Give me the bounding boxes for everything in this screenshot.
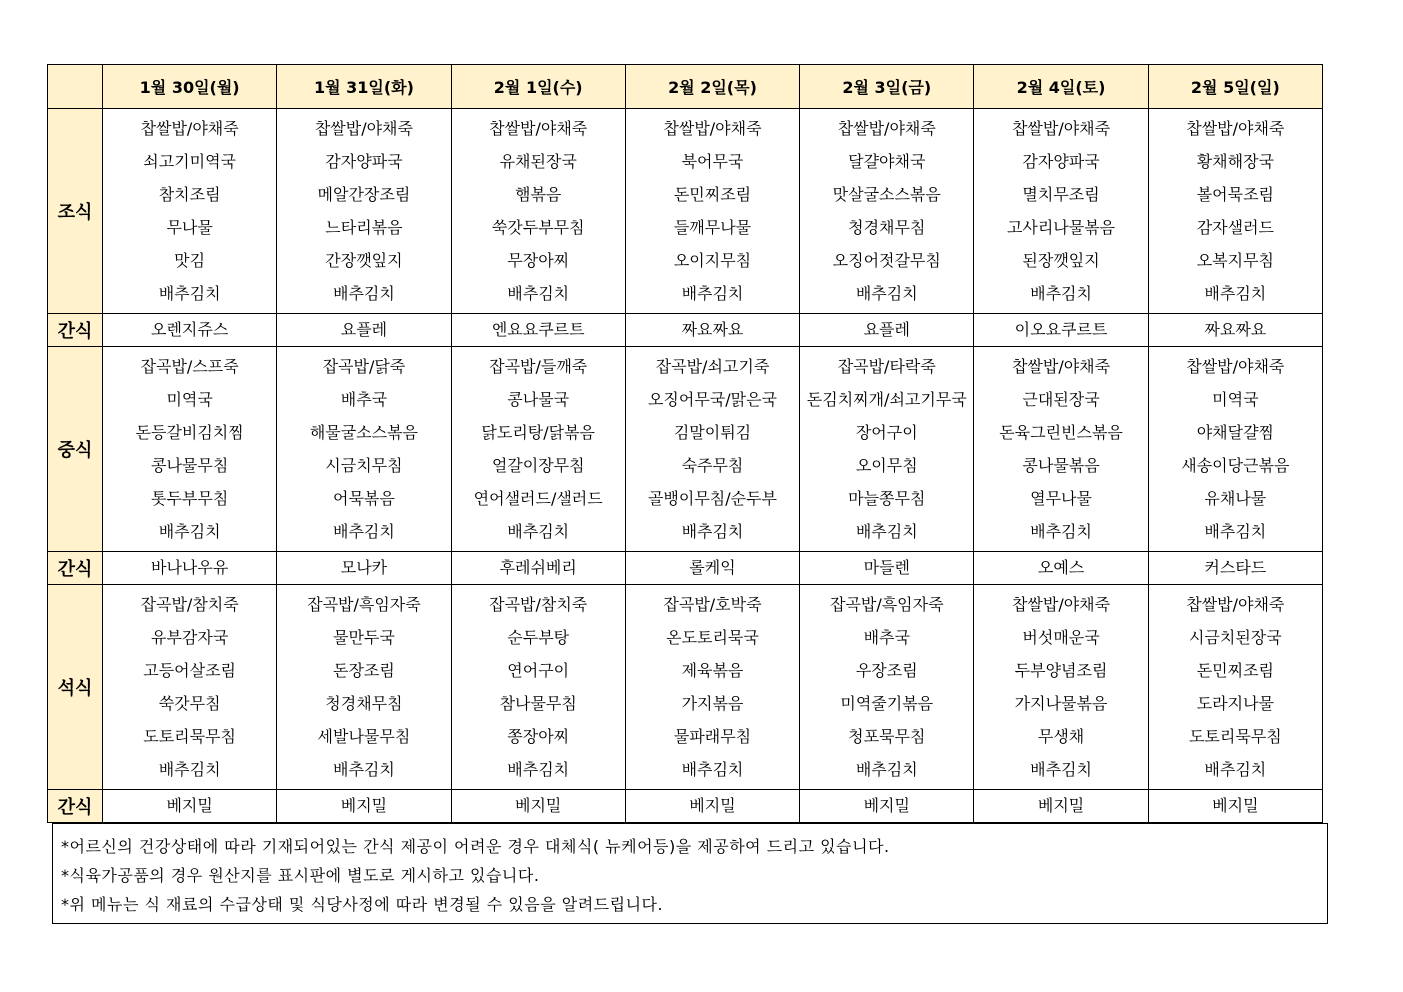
menu-item: 오이무침 [855,456,918,475]
day-header: 2월 2일(목) [625,65,799,109]
menu-item: 배추김치 [333,760,395,779]
meal-row [48,585,1323,790]
menu-item: 새송이당근볶음 [1181,456,1290,475]
snack-cell: 모나카 [277,552,451,585]
menu-item: 도토리묵무침 [143,727,237,746]
menu-item: 돈장조림 [333,661,395,680]
menu-item: 순두부탕 [507,628,570,647]
menu-item: 쫑장아찌 [507,727,570,746]
menu-item: 가지나물볶음 [1014,694,1108,713]
menu-item: 찹쌀밥/야채죽 [1186,357,1285,376]
meal-label: 중식 [48,347,103,552]
snack-cell: 이오요쿠르트 [974,314,1148,347]
menu-item: 숙주무침 [681,456,744,475]
menu-item: 쑥갓두부무침 [491,218,585,237]
menu-item: 해물굴소스볶음 [309,423,419,442]
menu-item: 야채달걀찜 [1196,423,1274,442]
menu-item: 오징어무국/맑은국 [647,390,777,409]
menu-item: 잡곡밥/참치죽 [140,595,239,614]
snack-cell: 요플레 [800,314,974,347]
day-header: 2월 5일(일) [1148,65,1322,109]
day-header: 1월 31일(화) [277,65,451,109]
menu-item: 고사리나물볶음 [1006,218,1116,237]
menu-item: 북어무국 [681,152,744,171]
menu-item: 찹쌀밥/야채죽 [1011,357,1111,376]
snack-cell: 베지밀 [277,790,451,823]
menu-item: 물파래무침 [673,727,752,746]
menu-item: 돈김치찌개/쇠고기무국 [806,390,967,409]
menu-item: 돈육그린빈스볶음 [999,423,1123,442]
menu-item: 배추김치 [1030,284,1092,303]
menu-cell [800,585,974,790]
meal-label: 조식 [48,109,103,314]
menu-item: 찹쌀밥/야채죽 [1011,119,1111,138]
menu-item: 감자양파국 [325,152,403,171]
menu-item: 찹쌀밥/야채죽 [489,119,588,138]
menu-item: 감자양파국 [1022,152,1100,171]
snack-cell: 후레쉬베리 [451,552,625,585]
menu-cell [277,109,451,314]
menu-item: 버섯매운국 [1022,628,1100,647]
menu-item: 온도토리묵국 [666,628,759,647]
menu-item: 배추김치 [333,522,395,541]
menu-item: 유채나물 [1204,489,1267,508]
menu-item: 무장아찌 [507,251,570,270]
menu-item: 오징어젓갈무침 [832,251,941,270]
menu-cell [103,347,277,552]
menu-item: 물만두국 [333,628,395,647]
menu-item: 참치조림 [158,185,221,204]
menu-item: 황채해장국 [1196,152,1274,171]
menu-item: 돈등갈비김치찜 [135,423,244,442]
menu-item: 느타리볶음 [325,218,403,237]
menu-item: 미역줄기볶음 [840,694,934,713]
menu-item: 찹쌀밥/야채죽 [1186,595,1285,614]
menu-cell [625,109,799,314]
menu-cell [1148,347,1322,552]
menu-item: 잡곡밥/들깨죽 [489,357,588,376]
menu-item: 콩나물국 [507,390,570,409]
menu-item: 찹쌀밥/야채죽 [140,119,239,138]
day-header: 1월 30일(월) [103,65,277,109]
menu-cell [103,109,277,314]
menu-item: 청경채무침 [325,694,403,713]
snack-row [48,552,1323,585]
menu-item: 시금치무침 [325,456,403,475]
menu-item: 배추김치 [333,284,395,303]
menu-cell [277,585,451,790]
meal-label: 석식 [48,585,103,790]
menu-item: 배추김치 [681,522,744,541]
menu-item: 도토리묵무침 [1188,727,1282,746]
menu-item: 배추김치 [1030,522,1092,541]
menu-item: 멸치무조림 [1022,185,1100,204]
snack-cell: 엔요요쿠르트 [451,314,625,347]
snack-cell: 요플레 [277,314,451,347]
note-line: *위 메뉴는 식 재료의 수급상태 및 식당사정에 따라 변경될 수 있음을 알려드립니다. [61,895,664,914]
meal-label: 간식 [48,314,103,347]
menu-item: 배추김치 [1204,522,1267,541]
menu-item: 유채된장국 [499,152,577,171]
menu-item: 잡곡밥/쇠고기죽 [655,357,770,376]
meal-row [48,109,1323,314]
meal-label: 간식 [48,790,103,823]
menu-cell [974,347,1148,552]
snack-cell: 베지밀 [451,790,625,823]
menu-cell [974,109,1148,314]
menu-item: 돈민찌조림 [673,185,752,204]
menu-item: 콩나물무침 [151,456,229,475]
menu-item: 우장조림 [855,661,918,680]
menu-item: 들깨무나물 [673,218,752,237]
menu-item: 잡곡밥/닭죽 [322,357,406,376]
menu-item: 맛김 [174,251,206,270]
note-line: *식육가공품의 경우 원산지를 표시판에 별도로 게시하고 있습니다. [61,866,540,885]
menu-item: 쇠고기미역국 [143,152,237,171]
menu-item: 두부양념조림 [1014,661,1108,680]
menu-item: 오이지무침 [673,251,752,270]
menu-cell [625,347,799,552]
menu-item: 김말이튀김 [673,423,752,442]
weekly-menu-table [47,64,1323,823]
menu-item: 참나물무침 [499,694,577,713]
menu-item: 볼어묵조림 [1196,185,1274,204]
menu-item: 배추김치 [855,760,918,779]
notes-box [52,823,1328,924]
menu-item: 닭도리탕/닭볶음 [481,423,595,442]
menu-item: 배추김치 [855,522,918,541]
menu-item: 유부감자국 [151,628,229,647]
menu-item: 얼갈이장무침 [491,456,585,475]
menu-item: 배추김치 [1030,760,1092,779]
menu-item: 무나물 [166,218,213,237]
menu-item: 맛살굴소스볶음 [832,185,941,204]
menu-item: 청포묵무침 [848,727,926,746]
menu-item: 배추김치 [158,522,221,541]
menu-cell [625,585,799,790]
menu-cell [800,109,974,314]
menu-cell [277,347,451,552]
menu-cell [974,585,1148,790]
meal-label: 간식 [48,552,103,585]
menu-cell [451,347,625,552]
snack-cell: 베지밀 [103,790,277,823]
menu-cell [800,347,974,552]
menu-item: 간장깻잎지 [325,251,403,270]
menu-item: 배추국 [863,628,910,647]
menu-item: 청경채무침 [848,218,926,237]
snack-cell: 커스타드 [1148,552,1322,585]
snack-cell: 짜요짜요 [1148,314,1322,347]
menu-item: 찹쌀밥/야채죽 [837,119,936,138]
corner-cell [48,65,103,109]
menu-item: 마늘쫑무침 [848,489,926,508]
menu-item: 배추김치 [681,760,744,779]
menu-item: 메알간장조림 [317,185,411,204]
menu-item: 배추김치 [507,284,570,303]
menu-item: 잡곡밥/참치죽 [489,595,588,614]
menu-item: 연어구이 [507,661,570,680]
menu-item: 된장깻잎지 [1022,251,1100,270]
menu-item: 연어샐러드/샐러드 [473,489,603,508]
menu-cell [451,585,625,790]
menu-item: 시금치된장국 [1188,628,1282,647]
snack-cell: 베지밀 [625,790,799,823]
menu-body [48,109,1323,823]
snack-cell: 오예스 [974,552,1148,585]
menu-item: 톳두부무침 [151,489,229,508]
menu-item: 배추김치 [1204,284,1267,303]
menu-item: 오복지무침 [1196,251,1274,270]
menu-item: 찹쌀밥/야채죽 [314,119,413,138]
menu-item: 배추김치 [681,284,744,303]
menu-item: 골뱅이무침/순두부 [647,489,777,508]
day-header: 2월 4일(토) [974,65,1148,109]
menu-item: 달걀야채국 [848,152,926,171]
snack-row [48,314,1323,347]
menu-item: 배추김치 [855,284,918,303]
day-header: 2월 1일(수) [451,65,625,109]
menu-item: 찹쌀밥/야채죽 [1186,119,1285,138]
menu-item: 잡곡밥/스프죽 [140,357,239,376]
menu-cell [103,585,277,790]
menu-item: 어묵볶음 [333,489,395,508]
snack-row [48,790,1323,823]
menu-item: 햄볶음 [515,185,562,204]
menu-item: 배추김치 [507,522,570,541]
snack-cell: 오렌지쥬스 [103,314,277,347]
menu-item: 콩나물볶음 [1022,456,1100,475]
menu-cell [451,109,625,314]
menu-cell [1148,585,1322,790]
menu-item: 열무나물 [1030,489,1092,508]
menu-item: 장어구이 [855,423,918,442]
meal-row [48,347,1323,552]
menu-item: 배추김치 [1204,760,1267,779]
snack-cell: 베지밀 [800,790,974,823]
menu-item: 근대된장국 [1022,390,1100,409]
menu-item: 세발나물무침 [317,727,411,746]
menu-item: 돈민찌조림 [1196,661,1274,680]
menu-item: 가지볶음 [681,694,744,713]
day-header: 2월 3일(금) [800,65,974,109]
menu-item: 잡곡밥/흑임자죽 [829,595,944,614]
snack-cell: 베지밀 [1148,790,1322,823]
menu-item: 배추김치 [158,760,221,779]
menu-item: 도라지나물 [1196,694,1274,713]
snack-cell: 마들렌 [800,552,974,585]
snack-cell: 바나나우유 [103,552,277,585]
note-line: *어르신의 건강상태에 따라 기재되어있는 간식 제공이 어려운 경우 대체식( 뉴케어등)을 제공하여 드리고 있습니다. [61,837,890,856]
menu-item: 배추김치 [158,284,221,303]
menu-item: 미역국 [166,390,213,409]
menu-item: 제육볶음 [681,661,744,680]
menu-item: 고등어살조림 [143,661,237,680]
menu-item: 무생채 [1037,727,1085,746]
menu-item: 찹쌀밥/야채죽 [663,119,762,138]
menu-item: 배추김치 [507,760,570,779]
menu-item: 미역국 [1212,390,1259,409]
menu-item: 잡곡밥/흑임자죽 [307,595,421,614]
snack-cell: 베지밀 [974,790,1148,823]
snack-cell: 짜요짜요 [625,314,799,347]
snack-cell: 롤케익 [625,552,799,585]
menu-item: 찹쌀밥/야채죽 [1011,595,1111,614]
menu-item: 쑥갓무침 [158,694,221,713]
menu-cell [1148,109,1322,314]
menu-item: 감자샐러드 [1196,218,1274,237]
menu-item: 잡곡밥/호박죽 [663,595,762,614]
header-row [48,65,1323,109]
menu-item: 잡곡밥/타락죽 [837,357,936,376]
menu-item: 배추국 [340,390,388,409]
